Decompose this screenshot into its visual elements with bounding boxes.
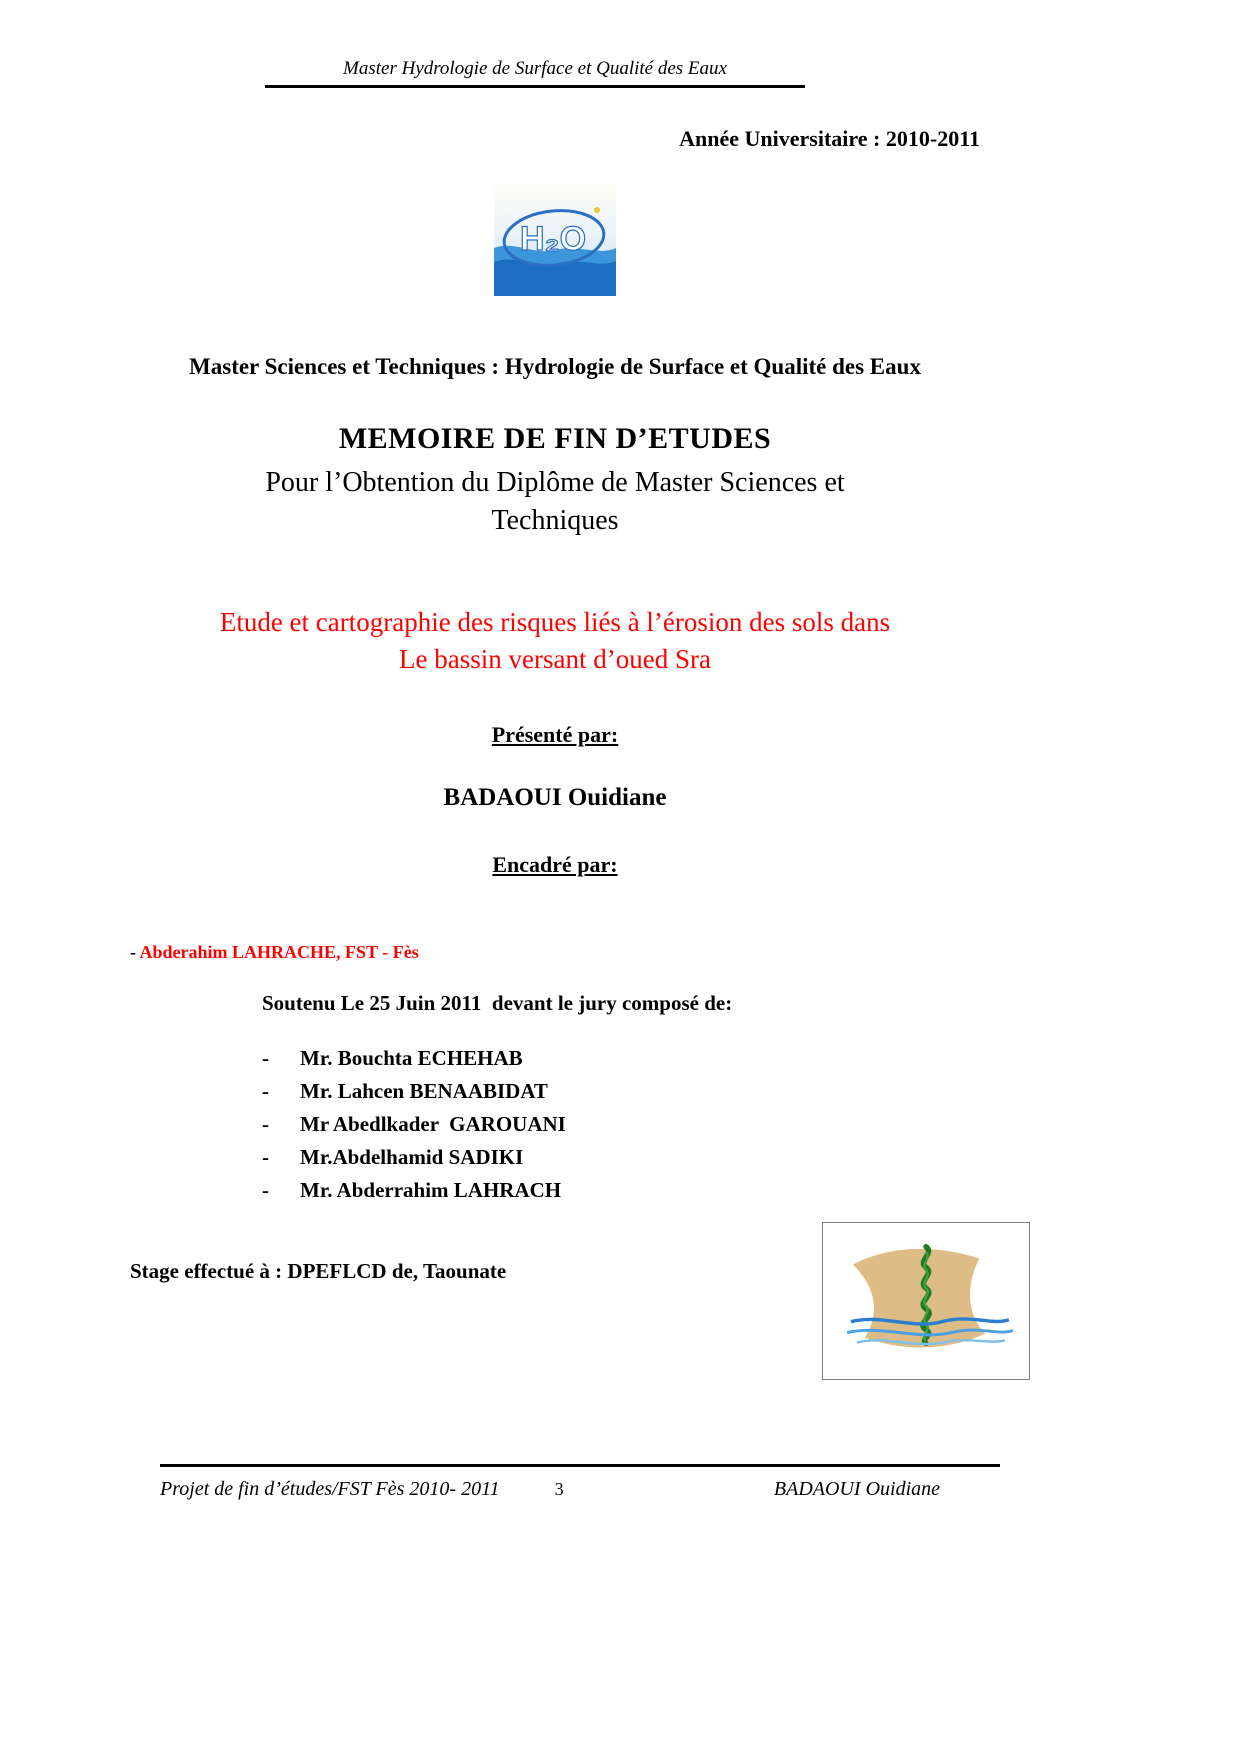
- h2o-logo-graphic: [494, 184, 616, 296]
- sparkle-icon: [594, 207, 600, 213]
- defense-line: Soutenu Le 25 Juin 2011 devant le jury composé de:: [262, 991, 733, 1016]
- jury-member-name: Mr.Abdelhamid SADIKI: [300, 1145, 524, 1170]
- supervisor-dash: -: [130, 942, 140, 963]
- jury-member: [262, 1075, 980, 1108]
- jury-member-name: Mr. Bouchta ECHEHAB: [300, 1046, 523, 1071]
- supervised-by-label: Encadré par:: [492, 852, 618, 878]
- running-header: [265, 58, 805, 88]
- presented-by-label: Présenté par:: [491, 722, 619, 748]
- jury-member-name: Mr. Lahcen BENAABIDAT: [300, 1079, 548, 1104]
- jury-member-name: Mr Abedlkader GAROUANI: [300, 1112, 566, 1137]
- jury-member-name: Mr. Abderrahim LAHRACH: [300, 1178, 562, 1203]
- thesis-title: [130, 604, 980, 679]
- jury-dash: -: [262, 1145, 269, 1170]
- h2o-logo-text: H₂O: [519, 220, 587, 258]
- h2o-logo: [494, 184, 616, 296]
- thesis-title-line2: Le bassin versant d’oued Sra: [399, 643, 711, 674]
- page-number: 3: [554, 1479, 564, 1499]
- forestry-logo: [822, 1222, 1030, 1380]
- running-header-title: Master Hydrologie de Surface et Qualité des Eaux: [343, 58, 727, 79]
- jury-member: [262, 1108, 980, 1141]
- supervisor-line: [130, 942, 980, 963]
- supervisor-name: Abderahim LAHRACHE, FST - Fès: [139, 942, 419, 963]
- jury-member: [262, 1141, 980, 1174]
- memoir-subtitle: [130, 464, 980, 540]
- program-title: Master Sciences et Techniques : Hydrologie de Surface et Qualité des Eaux: [189, 354, 921, 379]
- footer-author: BADAOUI Ouidiane: [773, 1478, 940, 1500]
- memoir-subtitle-line1: Pour l’Obtention du Diplôme de Master Sciences et: [265, 467, 845, 498]
- academic-year: Année Universitaire : 2010-2011: [679, 126, 980, 151]
- jury-member: [262, 1174, 980, 1207]
- memoir-title: MEMOIRE DE FIN D’ETUDES: [338, 422, 772, 455]
- jury-dash: -: [262, 1112, 269, 1137]
- forestry-logo-graphic: [823, 1223, 1029, 1379]
- jury-dash: -: [262, 1178, 269, 1203]
- jury-list: [262, 1042, 980, 1207]
- thesis-title-line1: Etude et cartographie des risques liés à l’érosion des sols dans: [219, 606, 891, 637]
- jury-dash: -: [262, 1046, 269, 1071]
- jury-member: [262, 1042, 980, 1075]
- memoir-subtitle-line2: Techniques: [491, 504, 619, 536]
- footer: [160, 1478, 1000, 1501]
- footer-rule: [160, 1464, 1000, 1467]
- page-content: [130, 0, 980, 1284]
- internship-line: Stage effectué à : DPEFLCD de, Taounate: [130, 1259, 507, 1284]
- author-name: BADAOUI Ouidiane: [443, 784, 667, 812]
- footer-project: Projet de fin d’études/FST Fès 2010- 2011: [160, 1478, 500, 1500]
- jury-dash: -: [262, 1079, 269, 1104]
